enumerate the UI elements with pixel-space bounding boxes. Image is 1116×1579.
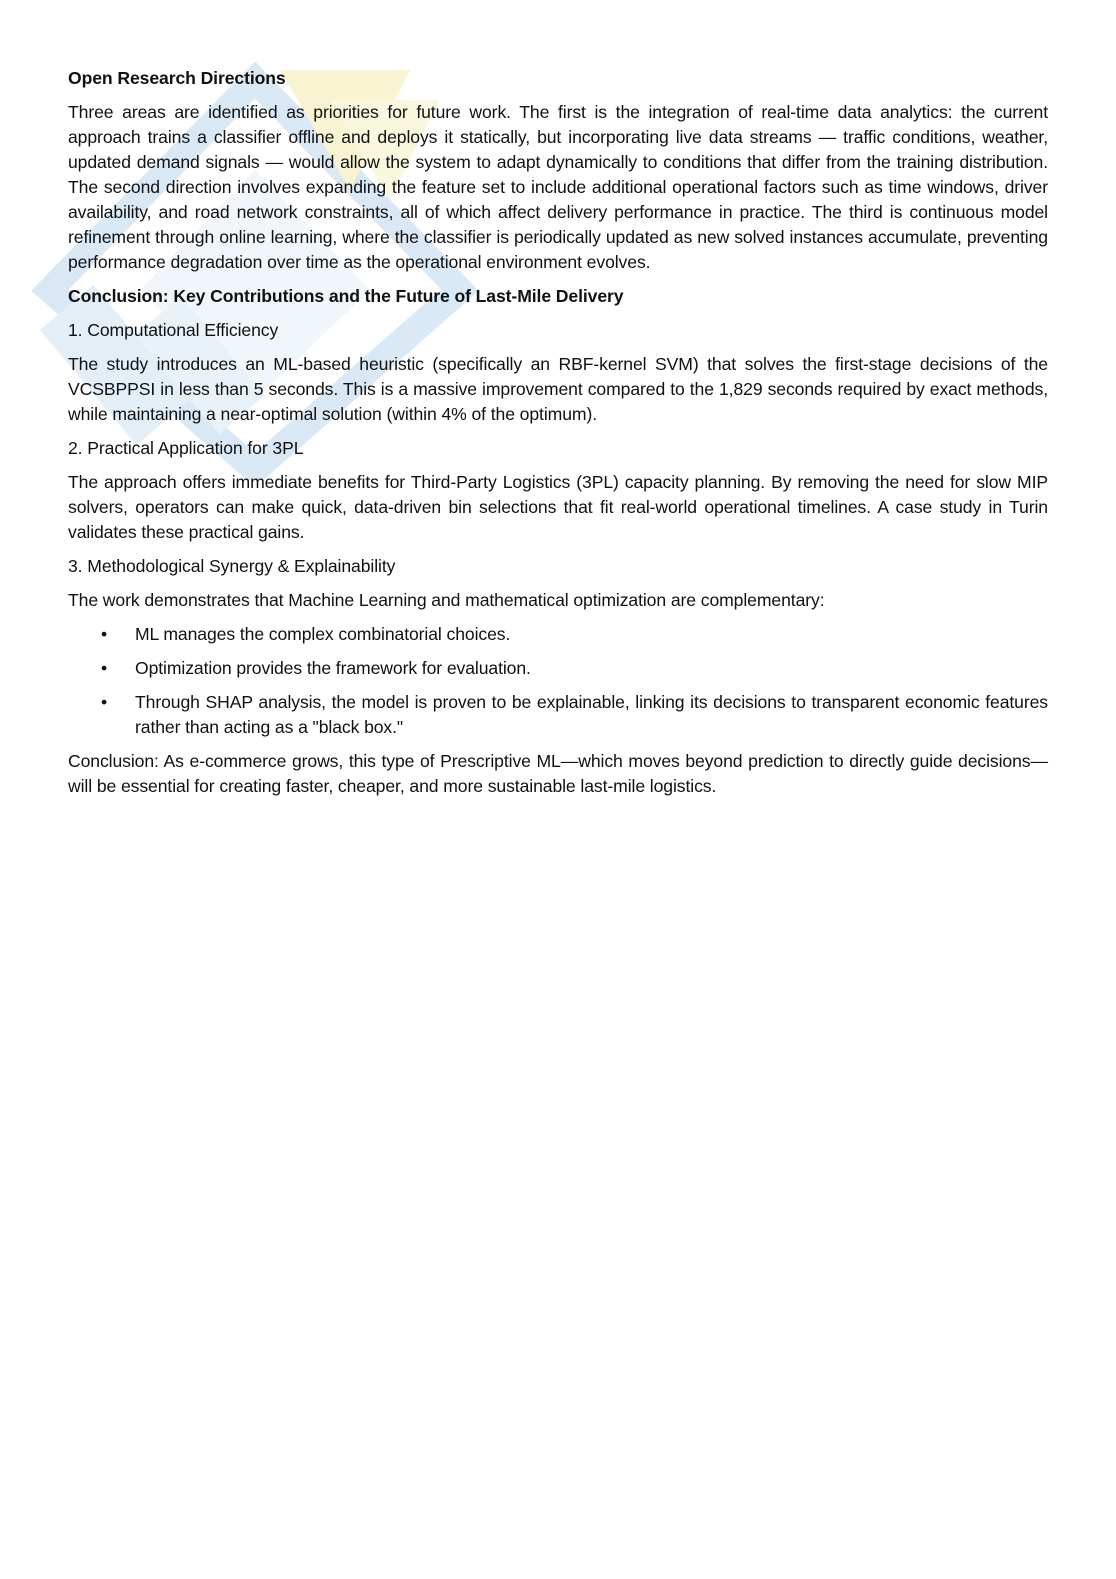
list-item bbox=[68, 690, 1048, 740]
list-item-text: Through SHAP analysis, the model is proven to be explainable, linking its decisions to transparent economic features rather than acting as a "black box." bbox=[135, 692, 1048, 737]
bullet-icon: • bbox=[101, 692, 108, 712]
subheading-methodological-synergy: 3. Methodological Synergy & Explainability bbox=[68, 556, 396, 576]
closing-paragraph: Conclusion: As e-commerce grows, this type of Prescriptive ML—which moves beyond prediction to directly guide decisions—will be essential for creating faster, cheaper, and more sustainable last-mile logistics. bbox=[68, 751, 1048, 796]
list-item bbox=[68, 656, 1048, 681]
bullet-list bbox=[68, 622, 1048, 740]
subheading-computational-efficiency: 1. Computational Efficiency bbox=[68, 320, 279, 340]
section-heading-conclusion: Conclusion: Key Contributions and the Future of Last-Mile Delivery bbox=[68, 286, 624, 306]
bullet-icon: • bbox=[101, 624, 108, 644]
paragraph-methodological-synergy: The work demonstrates that Machine Learning and mathematical optimization are complementary: bbox=[68, 590, 825, 610]
bullet-icon: • bbox=[101, 658, 108, 678]
section-heading-research: Open Research Directions bbox=[68, 68, 286, 88]
subheading-practical-application: 2. Practical Application for 3PL bbox=[68, 438, 304, 458]
paragraph-computational-efficiency: The study introduces an ML-based heuristic (specifically an RBF-kernel SVM) that solves the first-stage decisions of the VCSBPPSI in less than 5 seconds. This is a massive improvement compared to the 1,829 seconds required by exact methods, while maintaining a near-optimal solution (within 4% of the optimum). bbox=[68, 354, 1048, 424]
list-item-text: Optimization provides the framework for evaluation. bbox=[135, 658, 531, 678]
list-item-text: ML manages the complex combinatorial choices. bbox=[135, 624, 511, 644]
research-paragraph: Three areas are identified as priorities for future work. The first is the integration of real-time data analytics: the current approach trains a classifier offline and deploys it statically, but incorporating live data streams — traffic conditions, weather, updated demand signals — would allow the system to adapt dynamically to conditions that differ from the training distribution. The second direction involves expanding the feature set to include additional operational factors such as time windows, driver availability, and road network constraints, all of which affect delivery performance in practice. The third is continuous model refinement through online learning, where the classifier is periodically updated as new solved instances accumulate, preventing performance degradation over time as the operational environment evolves. bbox=[68, 102, 1048, 272]
paragraph-practical-application: The approach offers immediate benefits for Third-Party Logistics (3PL) capacity planning. By removing the need for slow MIP solvers, operators can make quick, data-driven bin selections that fit real-world operational timelines. A case study in Turin validates these practical gains. bbox=[68, 472, 1048, 542]
list-item bbox=[68, 622, 1048, 647]
